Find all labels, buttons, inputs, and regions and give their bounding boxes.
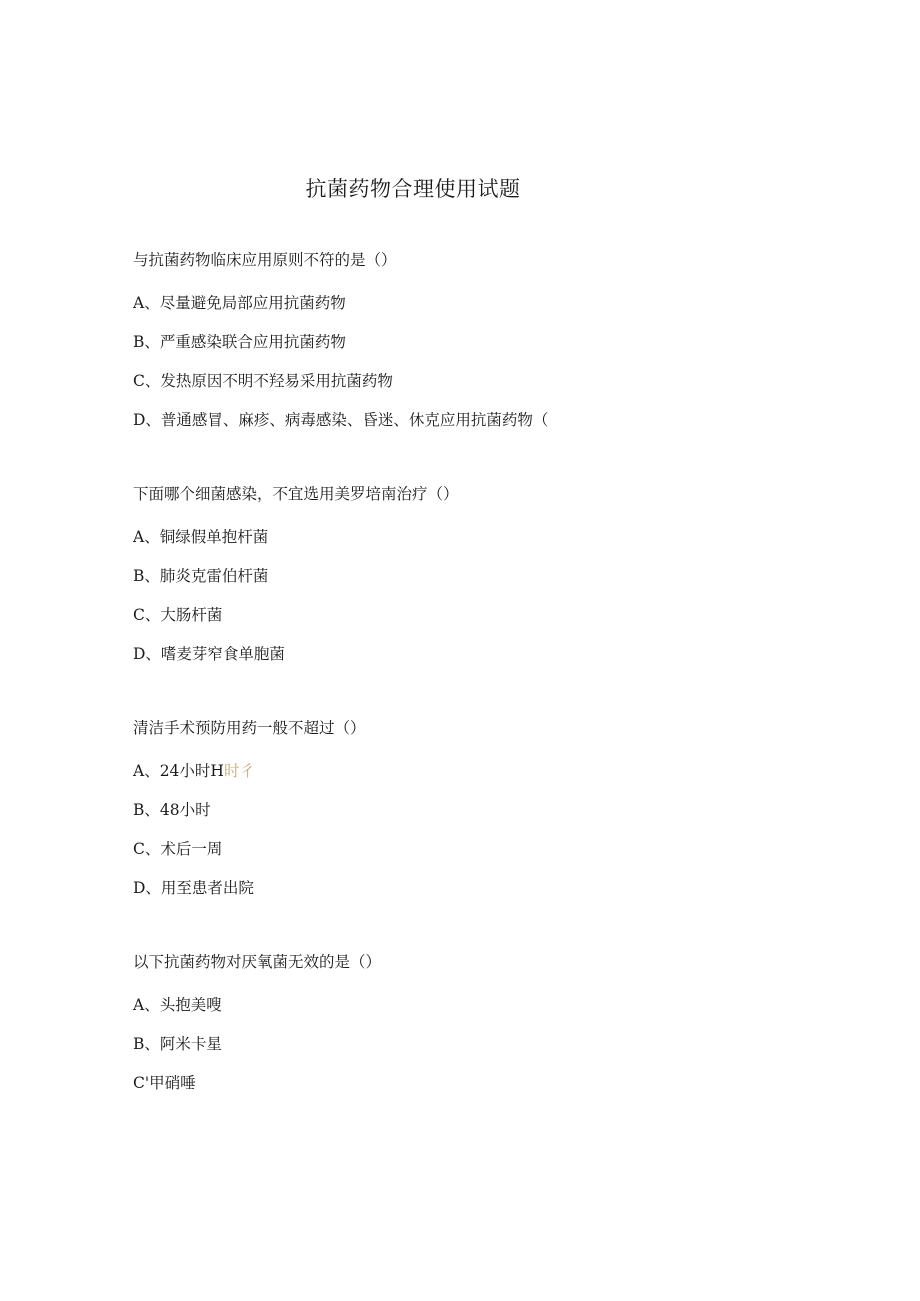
option-a: A、尽量避免局部应用抗菌药物 — [133, 294, 346, 312]
handwritten-mark: 时彳 — [223, 762, 255, 780]
option-b: B、48小时 — [133, 801, 211, 819]
option-c: C'甲硝唾 — [133, 1074, 196, 1092]
option-d: D、用至患者出院 — [133, 879, 254, 897]
option-c: C、发热原因不明不羟易采用抗菌药物 — [133, 372, 393, 390]
option-c: C、大肠杆菌 — [133, 606, 223, 624]
question-stem: 清洁手术预防用药一般不超过（） — [133, 719, 366, 737]
option-a-text: A、24小时H — [133, 762, 224, 780]
option-a: A、铜绿假单抱杆菌 — [133, 528, 269, 546]
option-a: A、头抱美嗖 — [133, 996, 222, 1014]
question-4 — [133, 951, 853, 1111]
option-b: B、阿米卡星 — [133, 1035, 222, 1053]
option-d: D、嗜麦芽窄食单胞菌 — [133, 645, 285, 663]
question-3 — [133, 717, 853, 916]
question-1 — [133, 249, 853, 448]
option-b: B、肺炎克雷伯杆菌 — [133, 567, 269, 585]
option-a — [133, 760, 853, 782]
question-stem: 与抗菌药物临床应用原则不符的是（） — [133, 251, 397, 269]
option-c: C、术后一周 — [133, 840, 223, 858]
option-b: B、严重感染联合应用抗菌药物 — [133, 333, 346, 351]
option-d: D、普通感冒、麻疹、病毒感染、昏迷、休克应用抗菌药物（ — [133, 411, 549, 429]
question-stem: 以下抗菌药物对厌氧菌无效的是（） — [133, 953, 382, 971]
page-title: 抗菌药物合理使用试题 — [305, 177, 521, 201]
question-2 — [133, 483, 853, 682]
question-stem: 下面哪个细菌感染，不宜选用美罗培南治疗（） — [133, 485, 459, 503]
